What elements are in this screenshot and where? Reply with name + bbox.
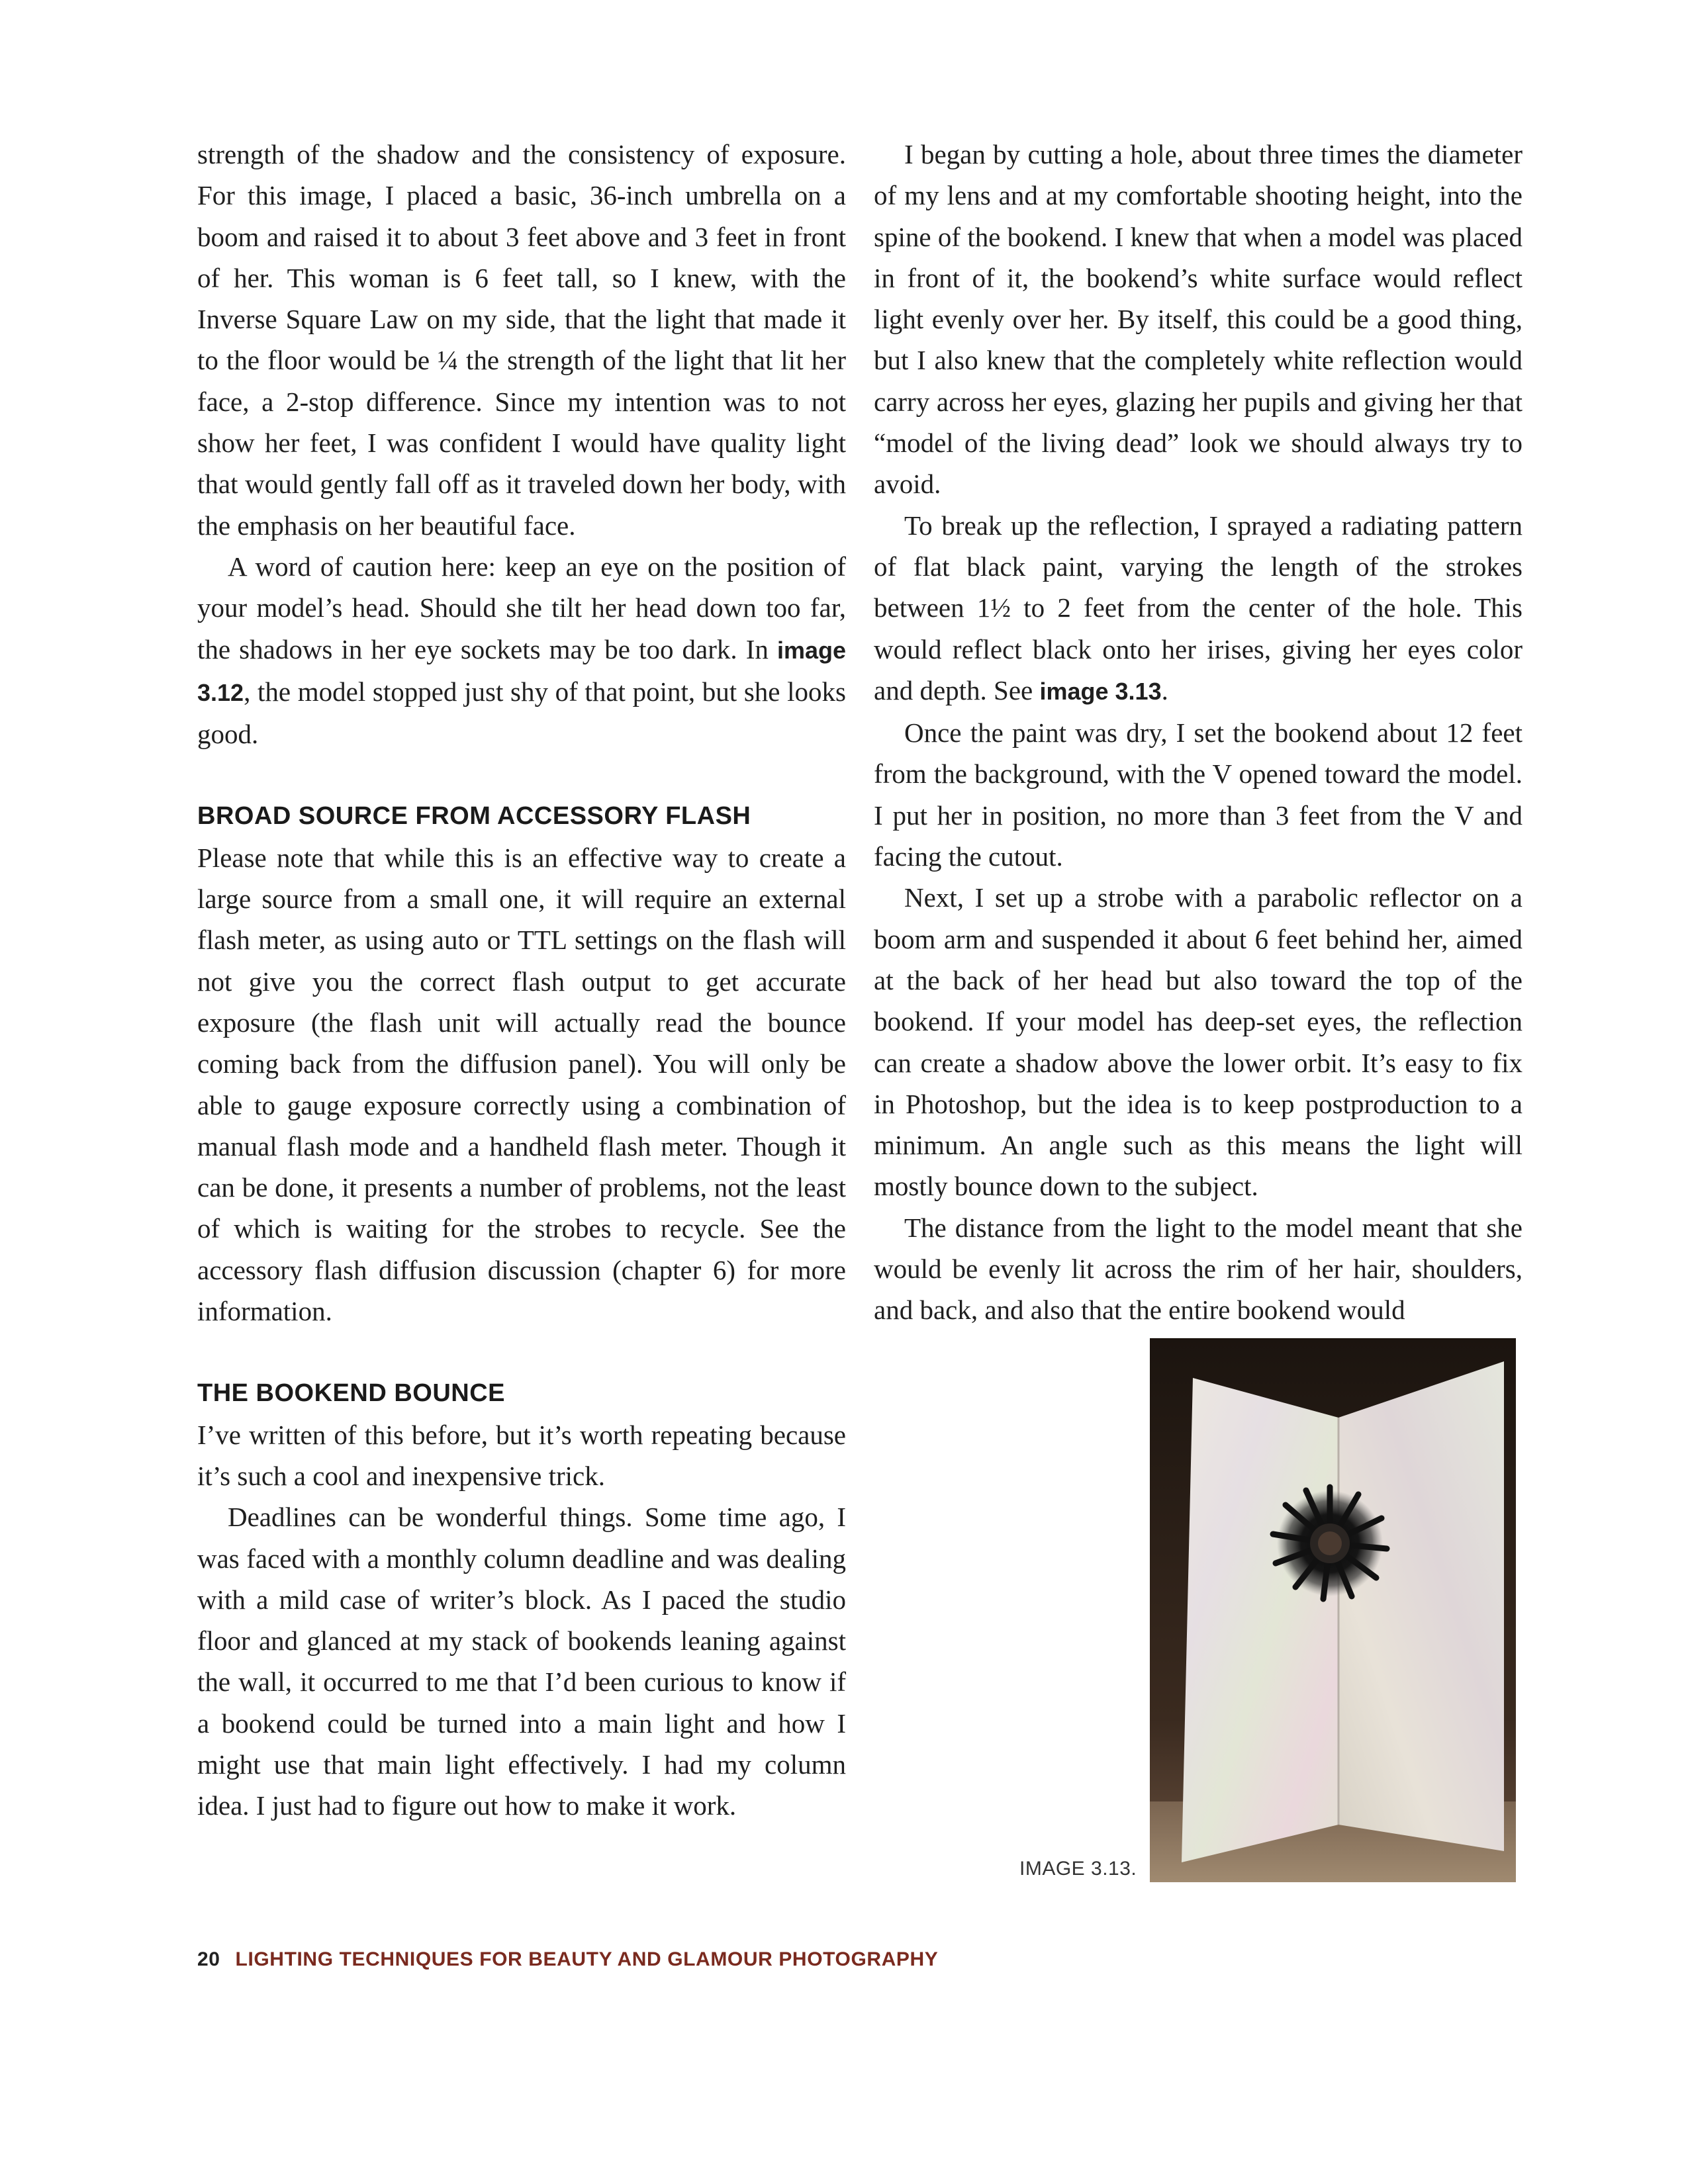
paragraph: I’ve written of this before, but it’s worth repeating because it’s such a cool and inexpensive trick.	[197, 1419, 846, 1491]
running-title: LIGHTING TECHNIQUES FOR BEAUTY AND GLAMOUR PHOTOGRAPHY	[235, 1948, 939, 1970]
paragraph: The distance from the light to the model meant that she would be evenly lit across the rim of her hair, shoulders, and back, and also that the entire bookend would	[874, 1212, 1523, 1326]
bookend-illustration	[1150, 1338, 1516, 1882]
section-heading: BROAD SOURCE FROM ACCESSORY FLASH	[197, 802, 751, 831]
paragraph: Once the paint was dry, I set the bookend about 12 feet from the background, with the V opened toward the model. I put her in position, no more than 3 feet from the V and facing the cutout.	[874, 717, 1523, 872]
section-heading: THE BOOKEND BOUNCE	[197, 1379, 506, 1408]
paragraph	[874, 505, 1523, 712]
right-column	[874, 134, 1523, 1331]
paragraph: Deadlines can be wonderful things. Some time ago, I was faced with a monthly column deadline and was dealing with a mild case of writer’s block. As I paced the studio floor and glanced at my stack of bookends leaning against the wall, it occurred to me that I’d been curious to know if a bookend could be turned into a main light and how I might use that main light effectively. I had my column idea. I just had to figure out how to make it work.	[197, 1502, 846, 1821]
text-span: To break up the reflection, I sprayed a radiating pattern of flat black paint, varying the length of the strokes between 1½ to 2 feet from the center of the hole. This would reflect black onto her irises, giving her eyes color and depth. See	[874, 510, 1523, 705]
text-span: A word of caution here: keep an eye on the position of your model’s head. Should she tilt her head down too far, the shadows in her eye sockets may be too dark. In	[197, 551, 846, 664]
figure-caption: IMAGE 3.13.	[1019, 1858, 1137, 1880]
paragraph	[197, 546, 846, 754]
bookend-photo	[1150, 1338, 1516, 1882]
text-span: .	[1161, 674, 1168, 705]
page-footer	[197, 1948, 938, 1971]
paragraph: strength of the shadow and the consistency of exposure. For this image, I placed a basic, 36-inch umbrella on a boom and raised it to about 3 feet above and 3 feet in front of her. This woman is 6 feet tall, so I knew, with the Inverse Square Law on my side, that the light that made it to the floor would be ¼ the strength of the light that lit her face, a 2-stop difference. Since my intention was to not show her feet, I was confident I would have quality light that would gently fall off as it traveled down her body, with the emphasis on her beautiful face.	[197, 139, 846, 541]
paragraph: I began by cutting a hole, about three times the diameter of my lens and at my comfortable shooting height, into the spine of the bookend. I knew that when a model was placed in front of it, the bookend’s white surface would reflect light evenly over her. By itself, this could be a good thing, but I also knew that the completely white reflection would carry across her eyes, glazing her pupils and giving her that “model of the living dead” look we should always try to avoid.	[874, 139, 1523, 500]
image-reference: image 3.12	[197, 636, 846, 706]
paragraph: Next, I set up a strobe with a parabolic reflector on a boom arm and suspended it about 6 feet behind her, aimed at the back of her head but also toward the top of the bookend. If your model has deep-set eyes, the reflection can create a shadow above the lower orbit. It’s easy to fix in Photoshop, but the idea is to keep postproduction to a minimum. An angle such as this means the light will mostly bounce down to the subject.	[874, 882, 1523, 1202]
page-number: 20	[197, 1948, 220, 1970]
image-reference: image 3.13	[1039, 677, 1162, 705]
left-column	[197, 134, 846, 1827]
paragraph: Please note that while this is an effective way to create a large source from a small one, it will require an external flash meter, as using auto or TTL settings on the flash will not give you the correct flash output to get accurate exposure (the flash unit will actually read the bounce coming back from the diffusion panel). You will only be able to gauge exposure correctly using a combination of manual flash mode and a handheld flash meter. Though it can be done, it presents a number of problems, not the least of which is waiting for the strobes to recycle. See the accessory flash diffusion discussion (chapter 6) for more information.	[197, 842, 846, 1327]
text-span: , the model stopped just shy of that point, but she looks good.	[197, 676, 846, 750]
